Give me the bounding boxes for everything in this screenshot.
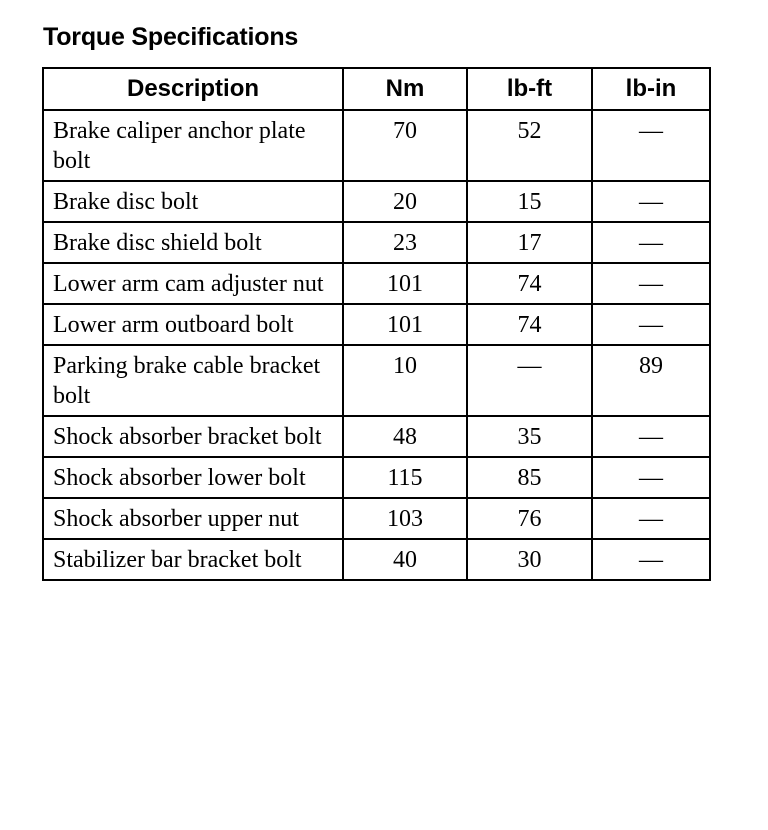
header-description: Description — [43, 68, 343, 110]
header-nm: Nm — [343, 68, 467, 110]
cell-lb-in: — — [592, 110, 710, 181]
table-row — [43, 263, 710, 304]
table-header-row — [43, 68, 710, 110]
cell-lb-ft: 76 — [467, 498, 592, 539]
cell-lb-ft: 85 — [467, 457, 592, 498]
cell-lb-in: — — [592, 416, 710, 457]
cell-lb-ft: 17 — [467, 222, 592, 263]
cell-nm: 115 — [343, 457, 467, 498]
cell-nm: 48 — [343, 416, 467, 457]
cell-lb-ft: 74 — [467, 263, 592, 304]
cell-description: Lower arm cam adjuster nut — [43, 263, 343, 304]
cell-lb-in: — — [592, 539, 710, 580]
table-row — [43, 304, 710, 345]
page-title: Torque Specifications — [43, 23, 299, 51]
cell-nm: 20 — [343, 181, 467, 222]
cell-lb-in: — — [592, 222, 710, 263]
cell-lb-ft: 52 — [467, 110, 592, 181]
table-row — [43, 457, 710, 498]
cell-nm: 101 — [343, 304, 467, 345]
cell-nm: 103 — [343, 498, 467, 539]
cell-lb-ft: — — [467, 345, 592, 416]
cell-lb-in: — — [592, 181, 710, 222]
cell-lb-ft: 30 — [467, 539, 592, 580]
cell-lb-ft: 74 — [467, 304, 592, 345]
header-lb-in: lb-in — [592, 68, 710, 110]
torque-spec-table — [42, 67, 711, 581]
table-row — [43, 222, 710, 263]
header-lb-ft: lb-ft — [467, 68, 592, 110]
cell-description: Shock absorber upper nut — [43, 498, 343, 539]
cell-nm: 10 — [343, 345, 467, 416]
cell-lb-in: — — [592, 263, 710, 304]
cell-description: Brake disc bolt — [43, 181, 343, 222]
cell-nm: 70 — [343, 110, 467, 181]
cell-description: Shock absorber bracket bolt — [43, 416, 343, 457]
cell-nm: 23 — [343, 222, 467, 263]
cell-nm: 40 — [343, 539, 467, 580]
table-row — [43, 110, 710, 181]
cell-description: Parking brake cable bracket bolt — [43, 345, 343, 416]
table-row — [43, 181, 710, 222]
cell-nm: 101 — [343, 263, 467, 304]
cell-lb-in: — — [592, 457, 710, 498]
table-row — [43, 345, 710, 416]
cell-lb-ft: 35 — [467, 416, 592, 457]
cell-description: Stabilizer bar bracket bolt — [43, 539, 343, 580]
cell-description: Lower arm outboard bolt — [43, 304, 343, 345]
cell-lb-in: — — [592, 498, 710, 539]
table-row — [43, 498, 710, 539]
cell-description: Brake disc shield bolt — [43, 222, 343, 263]
table-row — [43, 416, 710, 457]
cell-description: Shock absorber lower bolt — [43, 457, 343, 498]
cell-lb-in: 89 — [592, 345, 710, 416]
cell-description: Brake caliper anchor plate bolt — [43, 110, 343, 181]
cell-lb-ft: 15 — [467, 181, 592, 222]
table-row — [43, 539, 710, 580]
cell-lb-in: — — [592, 304, 710, 345]
